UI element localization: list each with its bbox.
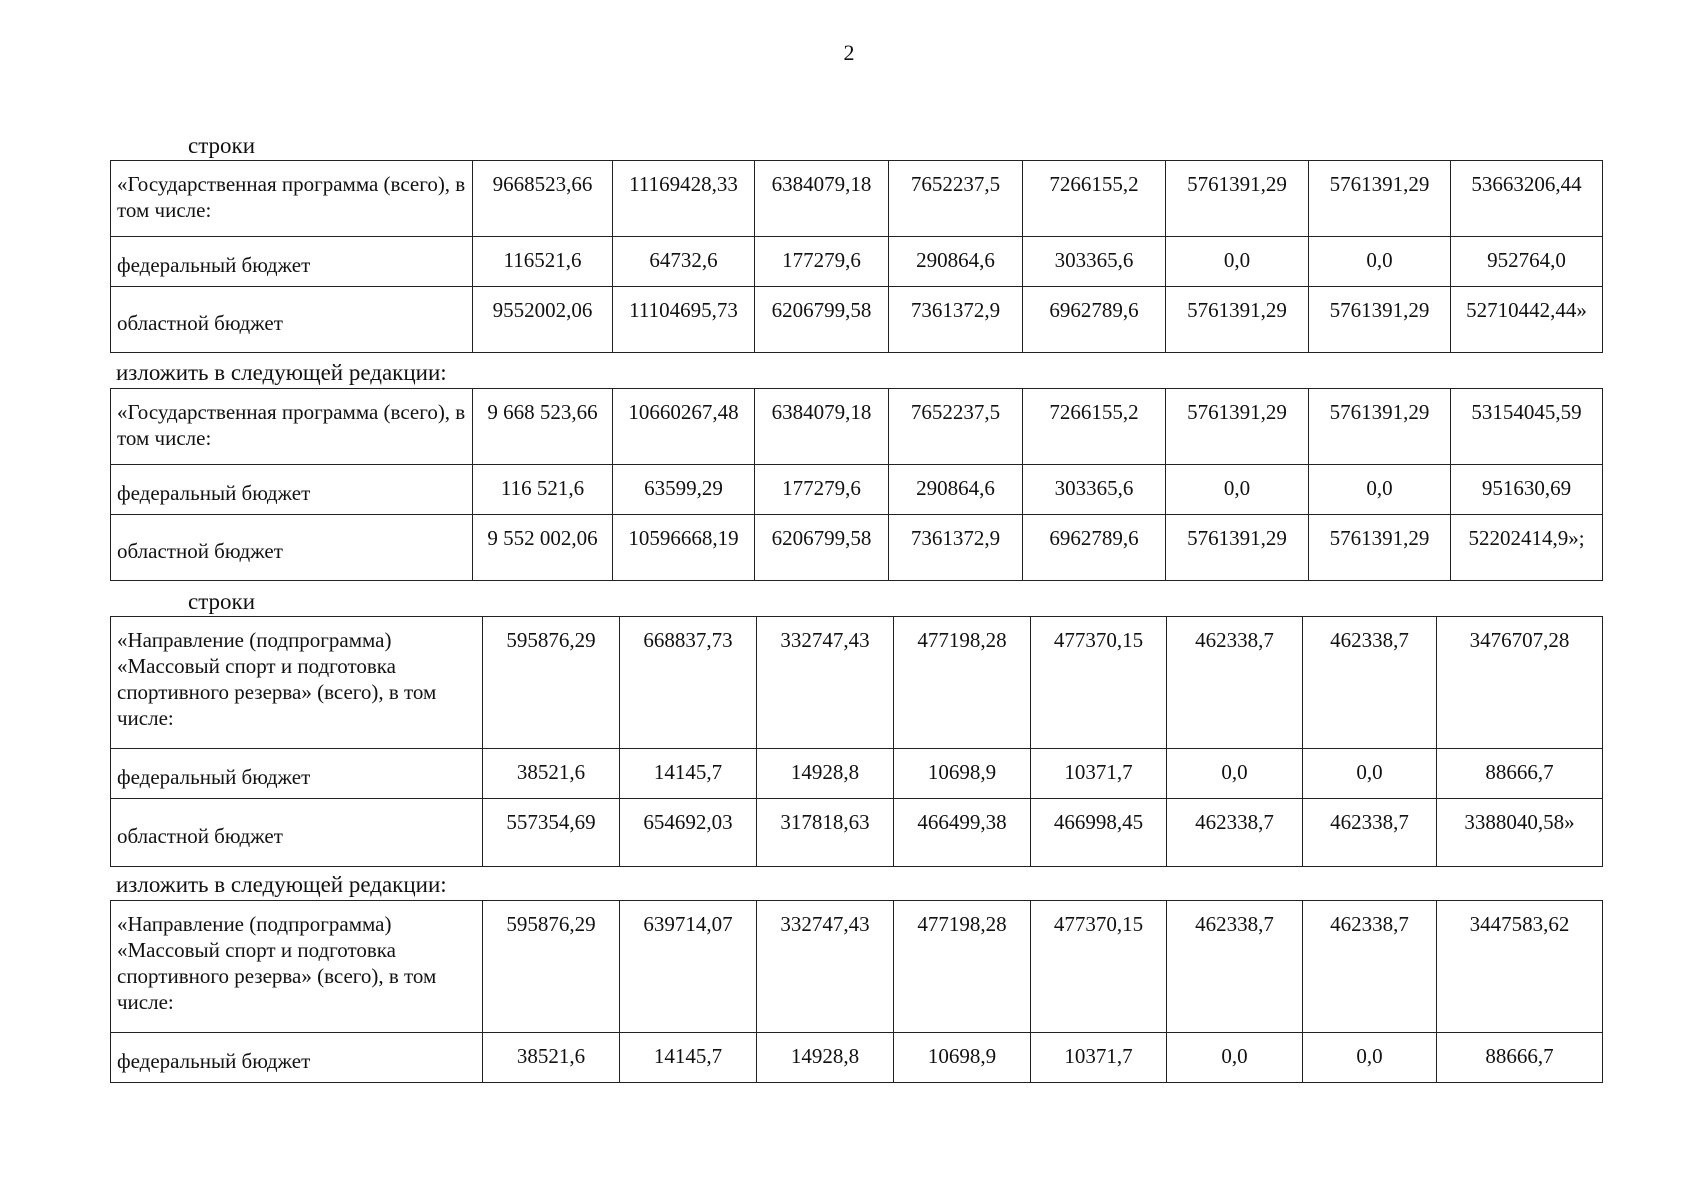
value-cell: 462338,7 <box>1303 617 1437 749</box>
table-row <box>111 617 1603 749</box>
value-cell: 317818,63 <box>757 799 894 867</box>
section-label-stroki-2: строки <box>188 589 256 614</box>
value-cell: 0,0 <box>1167 1033 1303 1083</box>
value-cell: 10698,9 <box>894 749 1031 799</box>
row-name-cell: областной бюджет <box>111 799 483 867</box>
value-cell: 466499,38 <box>894 799 1031 867</box>
value-cell: 0,0 <box>1303 749 1437 799</box>
table-row <box>111 287 1603 353</box>
row-name-cell: «Направление (подпрограмма) «Массовый спорт и подготовка спортивного резерва» (всего), в том числе: <box>111 617 483 749</box>
value-cell: 6206799,58 <box>755 287 889 353</box>
section-label-new-edition-2: изложить в следующей редакции: <box>116 872 447 897</box>
value-cell: 668837,73 <box>620 617 757 749</box>
value-cell: 0,0 <box>1303 1033 1437 1083</box>
value-cell: 0,0 <box>1309 237 1451 287</box>
value-cell: 462338,7 <box>1167 617 1303 749</box>
value-cell: 5761391,29 <box>1166 515 1309 581</box>
value-cell: 654692,03 <box>620 799 757 867</box>
value-cell: 7652237,5 <box>889 389 1023 465</box>
value-cell: 11169428,33 <box>613 161 755 237</box>
value-cell: 7361372,9 <box>889 515 1023 581</box>
value-cell: 88666,7 <box>1437 1033 1603 1083</box>
row-name-cell: федеральный бюджет <box>111 237 473 287</box>
value-cell: 5761391,29 <box>1166 287 1309 353</box>
page-number: 2 <box>843 40 855 65</box>
value-cell: 14928,8 <box>757 1033 894 1083</box>
value-cell: 5761391,29 <box>1166 161 1309 237</box>
value-cell: 477198,28 <box>894 617 1031 749</box>
table-row <box>111 1033 1603 1083</box>
value-cell: 177279,6 <box>755 465 889 515</box>
value-cell: 9668523,66 <box>473 161 613 237</box>
value-cell: 116 521,6 <box>473 465 613 515</box>
value-cell: 10698,9 <box>894 1033 1031 1083</box>
row-name-cell: областной бюджет <box>111 287 473 353</box>
value-cell: 5761391,29 <box>1309 287 1451 353</box>
table-row <box>111 389 1603 465</box>
value-cell: 11104695,73 <box>613 287 755 353</box>
value-cell: 5761391,29 <box>1309 161 1451 237</box>
row-name-cell: областной бюджет <box>111 515 473 581</box>
row-name-cell: «Государственная программа (всего), в том числе: <box>111 161 473 237</box>
value-cell: 0,0 <box>1166 465 1309 515</box>
section-label-stroki-1: строки <box>188 133 256 158</box>
row-name-cell: федеральный бюджет <box>111 1033 483 1083</box>
value-cell: 6384079,18 <box>755 161 889 237</box>
row-name-cell: федеральный бюджет <box>111 749 483 799</box>
value-cell: 290864,6 <box>889 237 1023 287</box>
value-cell: 5761391,29 <box>1166 389 1309 465</box>
value-cell: 38521,6 <box>483 1033 620 1083</box>
value-cell: 7652237,5 <box>889 161 1023 237</box>
value-cell: 477198,28 <box>894 901 1031 1033</box>
table-row <box>111 515 1603 581</box>
value-cell: 10371,7 <box>1031 1033 1167 1083</box>
value-cell: 7266155,2 <box>1023 161 1166 237</box>
value-cell: 462338,7 <box>1303 799 1437 867</box>
table-row <box>111 161 1603 237</box>
value-cell: 0,0 <box>1166 237 1309 287</box>
value-cell: 64732,6 <box>613 237 755 287</box>
value-cell: 5761391,29 <box>1309 389 1451 465</box>
value-cell: 6206799,58 <box>755 515 889 581</box>
table-row <box>111 237 1603 287</box>
value-cell: 462338,7 <box>1303 901 1437 1033</box>
value-cell: 595876,29 <box>483 901 620 1033</box>
budget-table-2 <box>110 388 1603 581</box>
value-cell: 466998,45 <box>1031 799 1167 867</box>
value-cell: 10371,7 <box>1031 749 1167 799</box>
value-cell: 88666,7 <box>1437 749 1603 799</box>
value-cell: 14145,7 <box>620 1033 757 1083</box>
table-row <box>111 465 1603 515</box>
budget-table-1 <box>110 160 1603 353</box>
value-cell: 332747,43 <box>757 901 894 1033</box>
value-cell: 14145,7 <box>620 749 757 799</box>
table-row <box>111 799 1603 867</box>
budget-table-4 <box>110 900 1603 1083</box>
value-cell: 951630,69 <box>1451 465 1603 515</box>
value-cell: 38521,6 <box>483 749 620 799</box>
value-cell: 477370,15 <box>1031 617 1167 749</box>
row-name-cell: «Направление (подпрограмма) «Массовый спорт и подготовка спортивного резерва» (всего), в том числе: <box>111 901 483 1033</box>
value-cell: 63599,29 <box>613 465 755 515</box>
value-cell: 290864,6 <box>889 465 1023 515</box>
value-cell: 6384079,18 <box>755 389 889 465</box>
value-cell: 6962789,6 <box>1023 287 1166 353</box>
value-cell: 7361372,9 <box>889 287 1023 353</box>
value-cell: 10596668,19 <box>613 515 755 581</box>
value-cell: 303365,6 <box>1023 465 1166 515</box>
value-cell: 3388040,58» <box>1437 799 1603 867</box>
value-cell: 557354,69 <box>483 799 620 867</box>
value-cell: 3476707,28 <box>1437 617 1603 749</box>
value-cell: 52710442,44» <box>1451 287 1603 353</box>
value-cell: 14928,8 <box>757 749 894 799</box>
row-name-cell: федеральный бюджет <box>111 465 473 515</box>
budget-table-3 <box>110 616 1603 867</box>
value-cell: 5761391,29 <box>1309 515 1451 581</box>
value-cell: 0,0 <box>1167 749 1303 799</box>
value-cell: 639714,07 <box>620 901 757 1033</box>
value-cell: 9 552 002,06 <box>473 515 613 581</box>
value-cell: 7266155,2 <box>1023 389 1166 465</box>
value-cell: 52202414,9»; <box>1451 515 1603 581</box>
value-cell: 332747,43 <box>757 617 894 749</box>
value-cell: 53663206,44 <box>1451 161 1603 237</box>
value-cell: 952764,0 <box>1451 237 1603 287</box>
value-cell: 10660267,48 <box>613 389 755 465</box>
value-cell: 3447583,62 <box>1437 901 1603 1033</box>
value-cell: 0,0 <box>1309 465 1451 515</box>
value-cell: 53154045,59 <box>1451 389 1603 465</box>
value-cell: 595876,29 <box>483 617 620 749</box>
row-name-cell: «Государственная программа (всего), в том числе: <box>111 389 473 465</box>
section-label-new-edition-1: изложить в следующей редакции: <box>116 360 447 385</box>
value-cell: 462338,7 <box>1167 799 1303 867</box>
value-cell: 6962789,6 <box>1023 515 1166 581</box>
value-cell: 177279,6 <box>755 237 889 287</box>
value-cell: 9552002,06 <box>473 287 613 353</box>
value-cell: 116521,6 <box>473 237 613 287</box>
value-cell: 477370,15 <box>1031 901 1167 1033</box>
table-row <box>111 901 1603 1033</box>
value-cell: 462338,7 <box>1167 901 1303 1033</box>
table-row <box>111 749 1603 799</box>
value-cell: 303365,6 <box>1023 237 1166 287</box>
value-cell: 9 668 523,66 <box>473 389 613 465</box>
